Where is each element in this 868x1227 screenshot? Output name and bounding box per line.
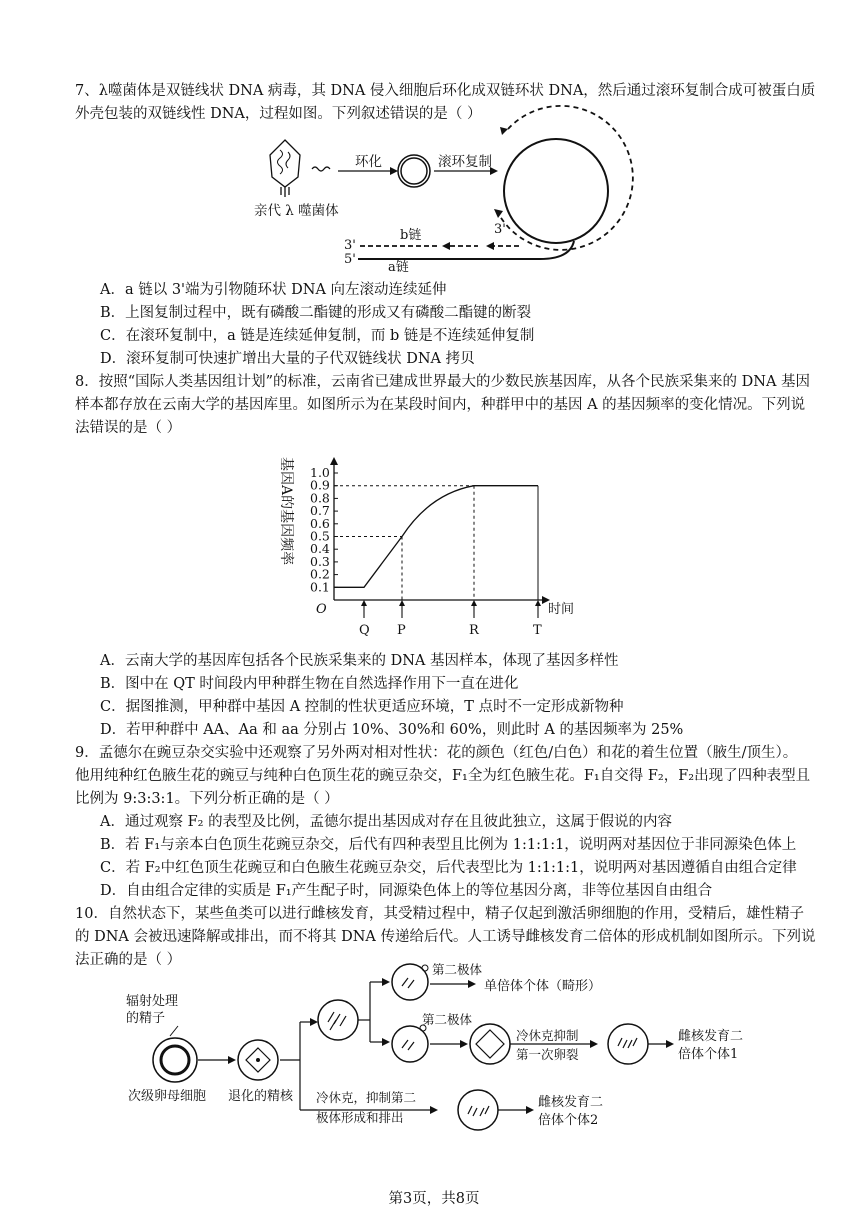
q8-allele-frequency-chart <box>280 455 600 645</box>
q9-option-d: D．自由组合定律的实质是 F₁产生配子时，同源染色体上的等位基因分离，非等位基因自由组合 <box>100 883 713 899</box>
parent-phage-label: 亲代 λ 噬菌体 <box>254 203 339 219</box>
middle-cell <box>392 1025 428 1062</box>
q7-option-d: D．滚环复制可快速扩增出大量的子代双链线状 DNA 拷贝 <box>100 351 475 367</box>
cold-shock-label-1a: 冷休克抑制 <box>516 1028 579 1043</box>
a-chain-label: a链 <box>388 260 409 275</box>
q7-rolling-circle-figure <box>240 125 640 275</box>
diploid-cell-1 <box>608 1024 648 1064</box>
x-mark-label: T <box>533 623 542 638</box>
q9-stem-line3: 比例为 9:3:3:1。下列分析正确的是（ ） <box>75 791 339 807</box>
phage-icon <box>270 140 300 197</box>
b-chain-label: b链 <box>400 228 422 243</box>
y-tick-label: 0.5 <box>310 528 330 544</box>
degenerated-nucleus-cell <box>238 1040 278 1080</box>
haploid-cell <box>392 964 428 1000</box>
q8-stem-line3: 法错误的是（ ） <box>75 420 182 436</box>
page-number: 第3页，共8页 <box>388 1191 480 1207</box>
gyno-2-label-a: 雌核发育二 <box>538 1095 604 1110</box>
q9-stem-line1: 9．孟德尔在豌豆杂交实验中还观察了另外两对相对性状：花的颜色（红色/白色）和花的着生位置（腋生/顶生）。 <box>75 745 798 761</box>
q8-option-b: B．图中在 QT 时间段内甲种群生物在自然选择作用下一直在进化 <box>100 676 519 692</box>
metaphase-cell <box>470 1024 510 1064</box>
q8-stem-line1: 8．按照“国际人类基因组计划”的标准，云南省已建成世界最大的少数民族基因库，从各个民族采集来的 DNA 基因 <box>75 374 811 390</box>
y-tick-label: 1.0 <box>310 465 330 480</box>
chart-origin: O <box>316 602 327 617</box>
q10-gynogenesis-figure <box>120 960 800 1140</box>
cold-shock-label-2b: 极体形成和排出 <box>316 1110 404 1125</box>
gyno-1-label-a: 雌核发育二 <box>678 1029 744 1044</box>
q7-option-b: B．上图复制过程中，既有磷酸二酯键的形成又有磷酸二酯键的断裂 <box>100 305 532 321</box>
y-tick-label: 0.1 <box>310 579 330 595</box>
x-mark-label: R <box>469 623 479 638</box>
x-mark-label: P <box>397 623 406 638</box>
q10-stem-line2: 的 DNA 会被迅速降解或排出，而不将其 DNA 传递给后代。人工诱导雌核发育二倍体的形成机制如图所示。下列说 <box>75 929 816 945</box>
cold-shock-label-2a: 冷休克，抑制第二 <box>316 1090 417 1105</box>
q9-option-b: B．若 F₁与亲本白色顶生花豌豆杂交，后代有四种表型且比例为 1:1:1:1，说明两对基因位于非同源染色体上 <box>100 837 797 853</box>
y-tick-label: 0.3 <box>310 553 330 569</box>
oocyte-label: 次级卵母细胞 <box>128 1089 207 1104</box>
diploid-cell-2 <box>458 1090 498 1130</box>
y-tick-label: 0.6 <box>310 515 330 531</box>
cyclize-label: 环化 <box>355 154 382 170</box>
three-prime-right: 3' <box>494 222 506 237</box>
q9-option-c: C．若 F₂中红色顶生花豌豆和白色腋生花豌豆杂交，后代表型比为 1:1:1:1，说明两对基因遵循自由组合定律 <box>100 860 797 876</box>
haploid-label: 单倍体个体（畸形） <box>484 979 602 994</box>
radiation-label-2: 的精子 <box>126 1011 166 1026</box>
q9-stem-line2: 他用纯种红色腋生花的豌豆与纯种白色顶生花的豌豆杂交，F₁全为红色腋生花。F₁自交得 F₂，F₂出现了四种表型且 <box>75 768 811 784</box>
polar-body-label-1: 第二极体 <box>432 962 483 977</box>
gyno-1-label-b: 倍体个体1 <box>678 1047 739 1062</box>
y-tick-label: 0.9 <box>310 477 330 493</box>
five-prime-left: 5' <box>344 252 356 267</box>
q8-option-d: D．若甲种群中 AA、Aa 和 aa 分别占 10%、30%和 60%，则此时 A 的基因频率为 25% <box>100 722 684 738</box>
chart-xlabel: 时间 <box>548 602 575 617</box>
cold-shock-label-1b: 第一次卵裂 <box>516 1047 579 1062</box>
radiation-label-1: 辐射处理 <box>126 994 179 1009</box>
q7-stem-line2: 外壳包装的双链线性 DNA，过程如图。下列叙述错误的是（ ） <box>75 106 482 122</box>
q10-stem-line1: 10．自然状态下，某些鱼类可以进行雌核发育，其受精过程中，精子仅起到激活卵细胞的作用，受精后，雄性精子 <box>75 906 804 922</box>
chart-ylabel: 基因A的基因频率 <box>278 457 294 566</box>
degenerated-label: 退化的精核 <box>228 1089 294 1104</box>
y-tick-label: 0.2 <box>310 566 330 582</box>
q7-option-c: C．在滚环复制中，a 链是连续延伸复制，而 b 链是不连续延伸复制 <box>100 328 535 344</box>
q7-option-a: A．a 链以 3'端为引物随环状 DNA 向左滚动连续延伸 <box>100 282 447 298</box>
rolling-label: 滚环复制 <box>438 154 492 170</box>
q9-option-a: A．通过观察 F₂ 的表型及比例，孟德尔提出基因成对存在且彼此独立，这属于假说的内容 <box>100 814 673 830</box>
q8-option-c: C．据图推测，甲种群中基因 A 控制的性状更适应环境，T 点时不一定形成新物种 <box>100 699 624 715</box>
y-tick-label: 0.8 <box>310 490 330 506</box>
x-mark-label: Q <box>359 623 370 638</box>
three-prime-left: 3' <box>344 238 356 253</box>
y-tick-label: 0.7 <box>310 503 330 519</box>
zygote-cell <box>318 1000 358 1040</box>
oocyte-cell <box>153 1038 197 1082</box>
q8-stem-line2: 样本都存放在云南大学的基因库里。如图所示为在某段时间内，种群甲中的基因 A 的基因频率的变化情况。下列说 <box>75 397 806 413</box>
gyno-2-label-b: 倍体个体2 <box>538 1113 599 1128</box>
q10-stem-line3: 法正确的是（ ） <box>75 952 182 968</box>
polar-body-label-2: 第二极体 <box>422 1012 473 1027</box>
y-tick-label: 0.4 <box>310 541 330 557</box>
q7-stem-line1: 7、λ噬菌体是双链线状 DNA 病毒，其 DNA 侵入细胞后环化成双链环状 DNA，然后通过滚环复制合成可被蛋白质 <box>75 83 816 99</box>
q8-option-a: A．云南大学的基因库包括各个民族采集来的 DNA 基因样本，体现了基因多样性 <box>100 653 619 669</box>
